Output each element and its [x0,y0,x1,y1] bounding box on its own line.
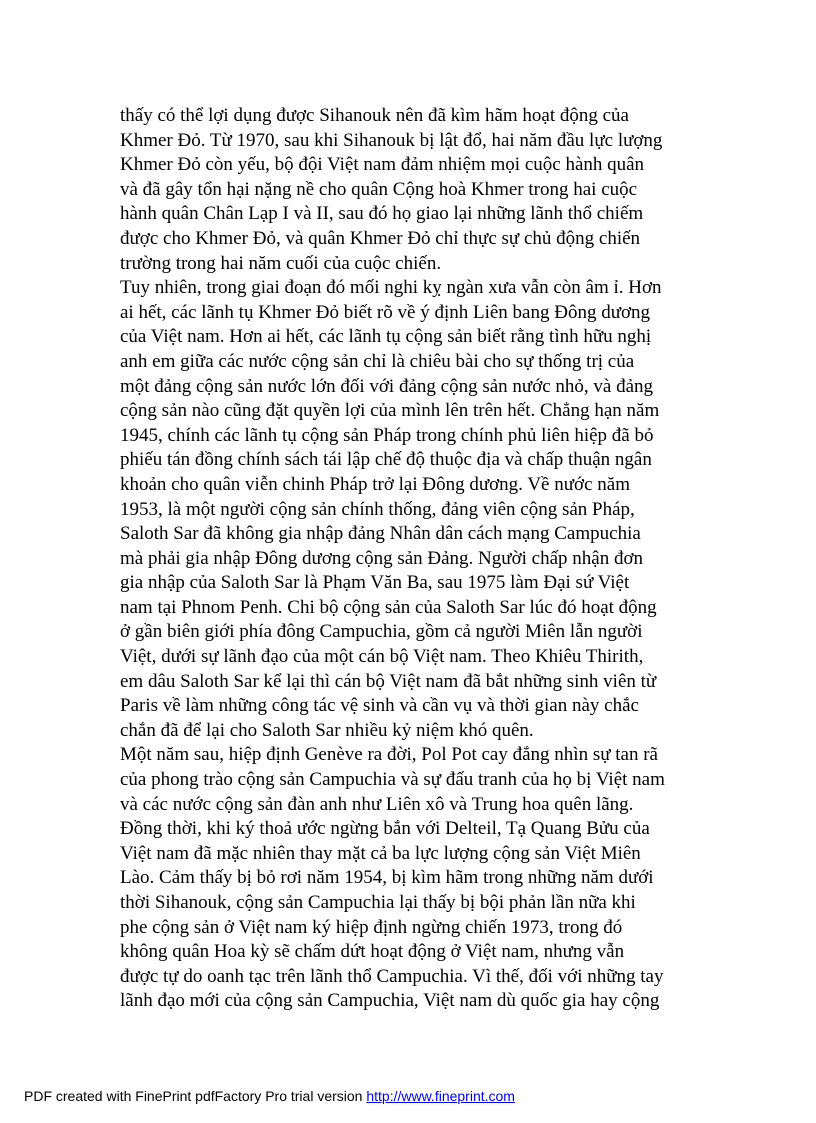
text-line: không quân Hoa kỳ sẽ chấm dứt hoạt động ở Việt nam, nhưng vẫn [120,941,625,963]
text-line: Đồng thời, khi ký thoả ước ngừng bắn với Delteil, Tạ Quang Bửu của [120,818,650,840]
text-line: thời Sihanouk, cộng sản Campuchia lại thấy bị bội phản lần nữa khi [120,892,636,913]
text-line: phiếu tán đồng chính sách tái lập chế độ thuộc địa và chấp thuận ngân [120,449,652,471]
text-line: Việt nam đã mặc nhiên thay mặt cả ba lực lượng cộng sản Việt Miên [120,842,641,864]
text-line: thấy có thể lợi dụng được Sihanouk nên đã kìm hãm hoạt động của [120,105,629,126]
text-line: và đã gây tổn hại nặng nề cho quân Cộng hoà Khmer trong hai cuộc [120,178,638,200]
text-line: phe cộng sản ở Việt nam ký hiệp định ngừng chiến 1973, trong đó [120,916,623,938]
text-line: 1945, chính các lãnh tụ cộng sản Pháp trong chính phủ liên hiệp đã bỏ [120,424,654,446]
text-line: em dâu Saloth Sar kể lại thì cán bộ Việt nam đã bắt những sinh viên từ [120,670,657,692]
text-line: lãnh đạo mới của cộng sản Campuchia, Việt nam dù quốc gia hay cộng [120,990,660,1012]
text-line: Khmer Đỏ còn yếu, bộ đội Việt nam đảm nhiệm mọi cuộc hành quân [120,154,645,176]
footer-text: PDF created with FinePrint pdfFactory Pro trial version [24,1088,367,1104]
text-line: và các nước cộng sản đàn anh như Liên xô và Trung hoa quên lãng. [120,793,634,815]
text-line: mà phải gia nhập Đông dương cộng sản Đảng. Người chấp nhận đơn [120,547,643,569]
text-line: Một năm sau, hiệp định Genève ra đời, Pol Pot cay đắng nhìn sự tan rã [120,744,658,766]
text-line: anh em giữa các nước cộng sản chỉ là chiêu bài cho sự thống trị của [120,350,635,372]
text-line: Tuy nhiên, trong giai đoạn đó mối nghi kỵ ngàn xưa vẫn còn âm ỉ. Hơn [120,277,662,299]
text-line: ai hết, các lãnh tụ Khmer Đỏ biết rõ về ý định Liên bang Đông dương [120,301,651,323]
text-line: Khmer Đỏ. Từ 1970, sau khi Sihanouk bị lật đổ, hai năm đầu lực lượng [120,129,663,151]
text-line: chắn đã để lại cho Saloth Sar nhiều kỷ niệm khó quên. [120,719,534,741]
text-line: khoản cho quân viễn chinh Pháp trở lại Đông dương. Về nước năm [120,473,630,495]
body-text [120,104,710,1014]
text-line: của phong trào cộng sản Campuchia và sự đấu tranh của họ bị Việt nam [120,769,665,791]
text-line: được tự do oanh tạc trên lãnh thổ Campuchia. Vì thế, đối với những tay [120,965,664,987]
text-line: Lào. Cảm thấy bị bỏ rơi năm 1954, bị kìm hãm trong những năm dưới [120,867,654,889]
text-line: ở gần biên giới phía đông Campuchia, gồm cả người Miên lẫn người [120,621,643,643]
text-line: cộng sản nào cũng đặt quyền lợi của mình lên trên hết. Chẳng hạn năm [120,400,660,422]
text-line: của Việt nam. Hơn ai hết, các lãnh tụ cộng sản biết rằng tình hữu nghị [120,326,652,348]
pdf-footer [24,1088,515,1104]
text-line: Saloth Sar đã không gia nhập đảng Nhân dân cách mạng Campuchia [120,523,641,545]
text-line: Việt, dưới sự lãnh đạo của một cán bộ Việt nam. Theo Khiêu Thirith, [120,646,644,668]
text-line: hành quân Chân Lạp I và II, sau đó họ giao lại những lãnh thổ chiếm [120,203,644,225]
text-line: trường trong hai năm cuối của cuộc chiến. [120,252,442,274]
text-line: được cho Khmer Đỏ, và quân Khmer Đỏ chỉ thực sự chủ động chiến [120,227,641,249]
text-line: nam tại Phnom Penh. Chi bộ cộng sản của Saloth Sar lúc đó hoạt động [120,596,657,618]
text-line: một đảng cộng sản nước lớn đối với đảng cộng sản nước nhỏ, và đảng [120,375,654,397]
fineprint-link[interactable]: http://www.fineprint.com [366,1088,515,1104]
text-line: Paris về làm những công tác vệ sinh và cần vụ và thời gian này chắc [120,695,639,717]
text-line: gia nhập của Saloth Sar là Phạm Văn Ba, sau 1975 làm Đại sứ Việt [120,572,630,594]
text-line: 1953, là một người cộng sản chính thống, đảng viên cộng sản Pháp, [120,498,635,520]
